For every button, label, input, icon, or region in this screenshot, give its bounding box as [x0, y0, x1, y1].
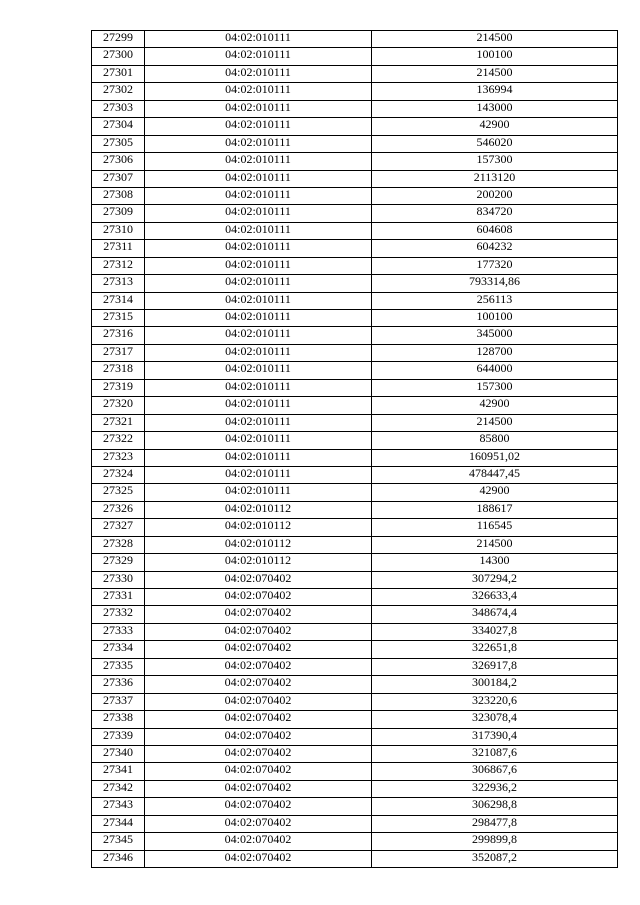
cadastral-code-cell: 04:02:070402	[145, 780, 372, 797]
value-cell: 100100	[372, 48, 618, 65]
row-number-cell: 27323	[92, 449, 145, 466]
table-row	[92, 536, 618, 553]
row-number-cell: 27341	[92, 763, 145, 780]
table-row	[92, 65, 618, 82]
value-cell: 214500	[372, 536, 618, 553]
table-row	[92, 641, 618, 658]
table-row	[92, 693, 618, 710]
row-number-cell: 27345	[92, 833, 145, 850]
value-cell: 322651,8	[372, 641, 618, 658]
table-row	[92, 658, 618, 675]
table-row	[92, 676, 618, 693]
table-row	[92, 362, 618, 379]
cadastral-code-cell: 04:02:010111	[145, 466, 372, 483]
value-cell: 200200	[372, 187, 618, 204]
row-number-cell: 27301	[92, 65, 145, 82]
row-number-cell: 27300	[92, 48, 145, 65]
row-number-cell: 27305	[92, 135, 145, 152]
row-number-cell: 27335	[92, 658, 145, 675]
value-cell: 42900	[372, 397, 618, 414]
cadastral-code-cell: 04:02:010112	[145, 536, 372, 553]
cadastral-code-cell: 04:02:010111	[145, 257, 372, 274]
value-cell: 348674,4	[372, 606, 618, 623]
row-number-cell: 27334	[92, 641, 145, 658]
value-cell: 478447,45	[372, 466, 618, 483]
table-row	[92, 135, 618, 152]
value-cell: 352087,2	[372, 850, 618, 867]
table-row	[92, 327, 618, 344]
cadastral-code-cell: 04:02:070402	[145, 589, 372, 606]
table-row	[92, 815, 618, 832]
table-row	[92, 205, 618, 222]
cadastral-code-cell: 04:02:010111	[145, 135, 372, 152]
cadastral-code-cell: 04:02:010111	[145, 65, 372, 82]
cadastral-code-cell: 04:02:010111	[145, 83, 372, 100]
value-cell: 322936,2	[372, 780, 618, 797]
value-cell: 317390,4	[372, 728, 618, 745]
table-row	[92, 257, 618, 274]
value-cell: 323220,6	[372, 693, 618, 710]
value-cell: 42900	[372, 118, 618, 135]
cadastral-code-cell: 04:02:070402	[145, 833, 372, 850]
row-number-cell: 27313	[92, 275, 145, 292]
value-cell: 321087,6	[372, 745, 618, 762]
row-number-cell: 27310	[92, 222, 145, 239]
table-row	[92, 711, 618, 728]
table-row	[92, 519, 618, 536]
value-cell: 42900	[372, 484, 618, 501]
value-cell: 300184,2	[372, 676, 618, 693]
value-cell: 306298,8	[372, 798, 618, 815]
data-table	[91, 30, 618, 868]
value-cell: 644000	[372, 362, 618, 379]
cadastral-code-cell: 04:02:010111	[145, 327, 372, 344]
row-number-cell: 27312	[92, 257, 145, 274]
value-cell: 546020	[372, 135, 618, 152]
cadastral-code-cell: 04:02:070402	[145, 798, 372, 815]
table-row	[92, 187, 618, 204]
table-row	[92, 83, 618, 100]
row-number-cell: 27331	[92, 589, 145, 606]
table-row	[92, 432, 618, 449]
table-row	[92, 275, 618, 292]
row-number-cell: 27344	[92, 815, 145, 832]
cadastral-code-cell: 04:02:010111	[145, 292, 372, 309]
cadastral-code-cell: 04:02:010111	[145, 362, 372, 379]
cadastral-code-cell: 04:02:010111	[145, 153, 372, 170]
value-cell: 793314,86	[372, 275, 618, 292]
cadastral-code-cell: 04:02:010111	[145, 397, 372, 414]
row-number-cell: 27333	[92, 623, 145, 640]
cadastral-code-cell: 04:02:070402	[145, 763, 372, 780]
table-row	[92, 466, 618, 483]
table-row	[92, 554, 618, 571]
cadastral-code-cell: 04:02:010112	[145, 554, 372, 571]
table-row	[92, 606, 618, 623]
row-number-cell: 27325	[92, 484, 145, 501]
cadastral-code-cell: 04:02:070402	[145, 745, 372, 762]
cadastral-code-cell: 04:02:070402	[145, 676, 372, 693]
row-number-cell: 27321	[92, 414, 145, 431]
value-cell: 256113	[372, 292, 618, 309]
value-cell: 214500	[372, 31, 618, 48]
row-number-cell: 27336	[92, 676, 145, 693]
cadastral-code-cell: 04:02:010111	[145, 31, 372, 48]
table-row	[92, 798, 618, 815]
table-row	[92, 501, 618, 518]
cadastral-code-cell: 04:02:010111	[145, 187, 372, 204]
value-cell: 100100	[372, 310, 618, 327]
value-cell: 306867,6	[372, 763, 618, 780]
row-number-cell: 27315	[92, 310, 145, 327]
cadastral-code-cell: 04:02:010111	[145, 449, 372, 466]
table-row	[92, 153, 618, 170]
row-number-cell: 27316	[92, 327, 145, 344]
value-cell: 160951,02	[372, 449, 618, 466]
table-row	[92, 170, 618, 187]
cadastral-code-cell: 04:02:010111	[145, 48, 372, 65]
table-row	[92, 745, 618, 762]
table-row	[92, 414, 618, 431]
table-row	[92, 397, 618, 414]
value-cell: 143000	[372, 100, 618, 117]
row-number-cell: 27338	[92, 711, 145, 728]
cadastral-code-cell: 04:02:070402	[145, 606, 372, 623]
cadastral-code-cell: 04:02:010112	[145, 501, 372, 518]
row-number-cell: 27318	[92, 362, 145, 379]
cadastral-code-cell: 04:02:010111	[145, 379, 372, 396]
table-row	[92, 589, 618, 606]
cadastral-code-cell: 04:02:070402	[145, 728, 372, 745]
row-number-cell: 27307	[92, 170, 145, 187]
row-number-cell: 27308	[92, 187, 145, 204]
table-row	[92, 310, 618, 327]
cadastral-code-cell: 04:02:070402	[145, 711, 372, 728]
cadastral-code-cell: 04:02:010111	[145, 275, 372, 292]
cadastral-code-cell: 04:02:070402	[145, 623, 372, 640]
cadastral-code-cell: 04:02:010111	[145, 118, 372, 135]
value-cell: 345000	[372, 327, 618, 344]
table-row	[92, 379, 618, 396]
table-row	[92, 292, 618, 309]
row-number-cell: 27319	[92, 379, 145, 396]
row-number-cell: 27324	[92, 466, 145, 483]
cadastral-code-cell: 04:02:010111	[145, 170, 372, 187]
table-row	[92, 31, 618, 48]
cadastral-code-cell: 04:02:070402	[145, 815, 372, 832]
table-row	[92, 623, 618, 640]
value-cell: 188617	[372, 501, 618, 518]
cadastral-code-cell: 04:02:010111	[145, 240, 372, 257]
cadastral-code-cell: 04:02:070402	[145, 850, 372, 867]
table-row	[92, 728, 618, 745]
cadastral-code-cell: 04:02:010112	[145, 519, 372, 536]
cadastral-code-cell: 04:02:010111	[145, 414, 372, 431]
cadastral-code-cell: 04:02:010111	[145, 484, 372, 501]
row-number-cell: 27340	[92, 745, 145, 762]
value-cell: 157300	[372, 379, 618, 396]
value-cell: 157300	[372, 153, 618, 170]
value-cell: 834720	[372, 205, 618, 222]
table-row	[92, 222, 618, 239]
cadastral-code-cell: 04:02:010111	[145, 432, 372, 449]
row-number-cell: 27343	[92, 798, 145, 815]
row-number-cell: 27322	[92, 432, 145, 449]
value-cell: 2113120	[372, 170, 618, 187]
row-number-cell: 27328	[92, 536, 145, 553]
row-number-cell: 27339	[92, 728, 145, 745]
row-number-cell: 27303	[92, 100, 145, 117]
value-cell: 298477,8	[372, 815, 618, 832]
table-row	[92, 833, 618, 850]
row-number-cell: 27332	[92, 606, 145, 623]
value-cell: 326917,8	[372, 658, 618, 675]
row-number-cell: 27329	[92, 554, 145, 571]
table-body	[92, 31, 618, 868]
row-number-cell: 27302	[92, 83, 145, 100]
table-row	[92, 449, 618, 466]
cadastral-code-cell: 04:02:010111	[145, 205, 372, 222]
table-row	[92, 763, 618, 780]
value-cell: 307294,2	[372, 571, 618, 588]
row-number-cell: 27309	[92, 205, 145, 222]
row-number-cell: 27342	[92, 780, 145, 797]
table-row	[92, 571, 618, 588]
row-number-cell: 27311	[92, 240, 145, 257]
value-cell: 85800	[372, 432, 618, 449]
cadastral-code-cell: 04:02:070402	[145, 658, 372, 675]
value-cell: 334027,8	[372, 623, 618, 640]
cadastral-code-cell: 04:02:010111	[145, 310, 372, 327]
value-cell: 177320	[372, 257, 618, 274]
row-number-cell: 27306	[92, 153, 145, 170]
value-cell: 299899,8	[372, 833, 618, 850]
value-cell: 323078,4	[372, 711, 618, 728]
cadastral-code-cell: 04:02:070402	[145, 641, 372, 658]
value-cell: 128700	[372, 344, 618, 361]
table-row	[92, 850, 618, 867]
table-row	[92, 240, 618, 257]
table-row	[92, 118, 618, 135]
value-cell: 116545	[372, 519, 618, 536]
row-number-cell: 27320	[92, 397, 145, 414]
cadastral-code-cell: 04:02:070402	[145, 693, 372, 710]
value-cell: 326633,4	[372, 589, 618, 606]
table-row	[92, 48, 618, 65]
value-cell: 604608	[372, 222, 618, 239]
cadastral-code-cell: 04:02:070402	[145, 571, 372, 588]
table-row	[92, 484, 618, 501]
value-cell: 14300	[372, 554, 618, 571]
value-cell: 214500	[372, 414, 618, 431]
row-number-cell: 27317	[92, 344, 145, 361]
cadastral-code-cell: 04:02:010111	[145, 222, 372, 239]
table-row	[92, 100, 618, 117]
value-cell: 214500	[372, 65, 618, 82]
row-number-cell: 27314	[92, 292, 145, 309]
table-row	[92, 344, 618, 361]
row-number-cell: 27304	[92, 118, 145, 135]
row-number-cell: 27327	[92, 519, 145, 536]
row-number-cell: 27326	[92, 501, 145, 518]
row-number-cell: 27330	[92, 571, 145, 588]
cadastral-code-cell: 04:02:010111	[145, 344, 372, 361]
row-number-cell: 27337	[92, 693, 145, 710]
table-row	[92, 780, 618, 797]
value-cell: 136994	[372, 83, 618, 100]
row-number-cell: 27346	[92, 850, 145, 867]
value-cell: 604232	[372, 240, 618, 257]
cadastral-code-cell: 04:02:010111	[145, 100, 372, 117]
row-number-cell: 27299	[92, 31, 145, 48]
